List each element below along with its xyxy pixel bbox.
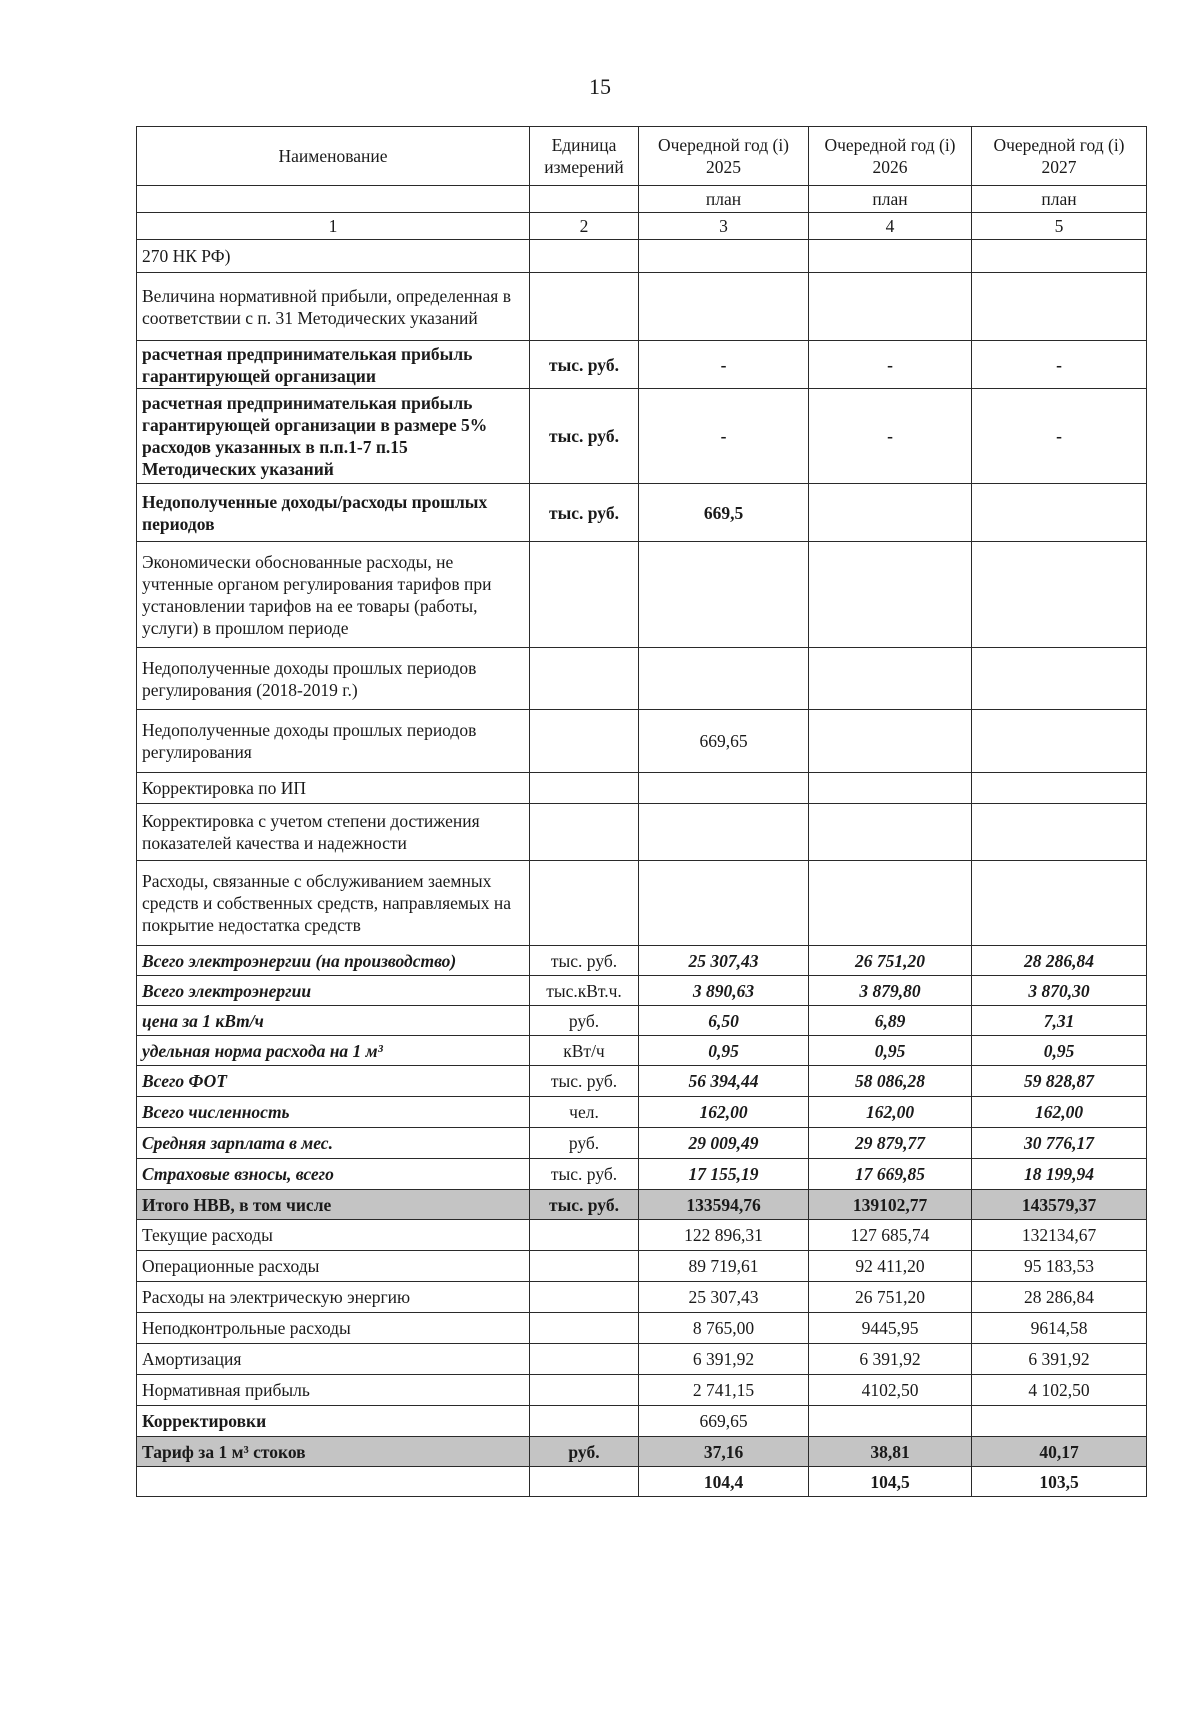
row-value-2026: 6 391,92 xyxy=(809,1344,972,1375)
row-unit xyxy=(530,1220,639,1251)
row-unit: тыс. руб. xyxy=(530,341,639,389)
row-value-2027: - xyxy=(972,341,1147,389)
header-unit: Единица измерений xyxy=(530,127,639,186)
row-value-2025: 6,50 xyxy=(639,1006,809,1036)
row-name: Недополученные доходы/расходы прошлых периодов xyxy=(137,484,530,542)
row-value-2025: - xyxy=(639,389,809,484)
row-value-2026 xyxy=(809,1406,972,1437)
row-value-2025: 669,65 xyxy=(639,710,809,773)
row-value-2027 xyxy=(972,773,1147,804)
row-unit xyxy=(530,542,639,648)
row-unit: кВт/ч xyxy=(530,1036,639,1066)
row-value-2026: 26 751,20 xyxy=(809,1282,972,1313)
row-unit xyxy=(530,240,639,273)
row-value-2027: 9614,58 xyxy=(972,1313,1147,1344)
row-unit: тыс. руб. xyxy=(530,484,639,542)
table-row xyxy=(137,1036,1147,1066)
row-value-2027: 40,17 xyxy=(972,1437,1147,1467)
table-row xyxy=(137,1375,1147,1406)
table-row xyxy=(137,1344,1147,1375)
row-value-2025: 17 155,19 xyxy=(639,1159,809,1190)
row-unit xyxy=(530,1313,639,1344)
row-name: Средняя зарплата в мес. xyxy=(137,1128,530,1159)
row-value-2026 xyxy=(809,542,972,648)
table-row xyxy=(137,1128,1147,1159)
row-value-2027: 103,5 xyxy=(972,1467,1147,1497)
table-row xyxy=(137,861,1147,946)
row-value-2027: 30 776,17 xyxy=(972,1128,1147,1159)
row-value-2026: 38,81 xyxy=(809,1437,972,1467)
row-value-2025: 3 890,63 xyxy=(639,976,809,1006)
row-value-2025: 89 719,61 xyxy=(639,1251,809,1282)
row-value-2025 xyxy=(639,861,809,946)
row-unit: тыс.кВт.ч. xyxy=(530,976,639,1006)
row-unit: тыс. руб. xyxy=(530,389,639,484)
row-name: Нормативная прибыль xyxy=(137,1375,530,1406)
row-name: Корректировка с учетом степени достижения показателей качества и надежности xyxy=(137,804,530,861)
row-value-2026 xyxy=(809,273,972,341)
row-value-2025: 6 391,92 xyxy=(639,1344,809,1375)
row-unit xyxy=(530,648,639,710)
table-row xyxy=(137,542,1147,648)
row-value-2027 xyxy=(972,804,1147,861)
row-name: Амортизация xyxy=(137,1344,530,1375)
row-value-2027: 6 391,92 xyxy=(972,1344,1147,1375)
row-value-2026 xyxy=(809,648,972,710)
row-value-2025 xyxy=(639,542,809,648)
header-year-2025: Очередной год (i) 2025 xyxy=(639,127,809,186)
row-value-2026 xyxy=(809,484,972,542)
row-value-2027: 4 102,50 xyxy=(972,1375,1147,1406)
row-value-2025: 37,16 xyxy=(639,1437,809,1467)
row-unit xyxy=(530,1344,639,1375)
table-row xyxy=(137,710,1147,773)
row-value-2025 xyxy=(639,240,809,273)
row-value-2026 xyxy=(809,861,972,946)
row-value-2026: 26 751,20 xyxy=(809,946,972,976)
row-value-2027: 95 183,53 xyxy=(972,1251,1147,1282)
row-value-2026: 9445,95 xyxy=(809,1313,972,1344)
row-value-2026: 139102,77 xyxy=(809,1190,972,1220)
row-value-2025: 25 307,43 xyxy=(639,946,809,976)
row-name: Расходы, связанные с обслуживанием заемных средств и собственных средств, направляемых на покрытие недостатка средств xyxy=(137,861,530,946)
table-row xyxy=(137,240,1147,273)
row-unit: руб. xyxy=(530,1128,639,1159)
row-value-2027 xyxy=(972,1406,1147,1437)
col-number-3: 3 xyxy=(639,213,809,240)
row-value-2027 xyxy=(972,861,1147,946)
row-value-2025: 0,95 xyxy=(639,1036,809,1066)
row-value-2025: 162,00 xyxy=(639,1097,809,1128)
table-row xyxy=(137,484,1147,542)
row-value-2026: 0,95 xyxy=(809,1036,972,1066)
row-value-2025: 29 009,49 xyxy=(639,1128,809,1159)
row-name xyxy=(137,1467,530,1497)
row-value-2025: - xyxy=(639,341,809,389)
row-name: Всего электроэнергии (на производство) xyxy=(137,946,530,976)
row-name: Тариф за 1 м³ стоков xyxy=(137,1437,530,1467)
row-unit xyxy=(530,861,639,946)
row-value-2027 xyxy=(972,542,1147,648)
table-row xyxy=(137,1066,1147,1097)
tariff-row xyxy=(137,1437,1147,1467)
row-value-2025: 25 307,43 xyxy=(639,1282,809,1313)
row-value-2025: 669,65 xyxy=(639,1406,809,1437)
table-row xyxy=(137,1097,1147,1128)
table-row xyxy=(137,273,1147,341)
row-value-2026 xyxy=(809,773,972,804)
row-value-2027: 3 870,30 xyxy=(972,976,1147,1006)
row-value-2026: 3 879,80 xyxy=(809,976,972,1006)
row-value-2025: 8 765,00 xyxy=(639,1313,809,1344)
plan-empty-unit xyxy=(530,186,639,213)
row-value-2026: 104,5 xyxy=(809,1467,972,1497)
row-value-2027: 59 828,87 xyxy=(972,1066,1147,1097)
plan-2027: план xyxy=(972,186,1147,213)
row-name: Страховые взносы, всего xyxy=(137,1159,530,1190)
row-value-2025: 133594,76 xyxy=(639,1190,809,1220)
growth-row xyxy=(137,1467,1147,1497)
row-value-2025 xyxy=(639,804,809,861)
tariff-table xyxy=(136,126,1147,1497)
table-row xyxy=(137,389,1147,484)
row-value-2027 xyxy=(972,484,1147,542)
row-unit xyxy=(530,1282,639,1313)
row-value-2026: 92 411,20 xyxy=(809,1251,972,1282)
page-number: 15 xyxy=(589,74,611,99)
row-name: Всего ФОТ xyxy=(137,1066,530,1097)
row-value-2026: 29 879,77 xyxy=(809,1128,972,1159)
column-number-row xyxy=(137,213,1147,240)
row-value-2027 xyxy=(972,240,1147,273)
row-name: удельная норма расхода на 1 м³ xyxy=(137,1036,530,1066)
row-name: расчетная предпринимателькая прибыль гарантирующей организации xyxy=(137,341,530,389)
row-value-2025: 56 394,44 xyxy=(639,1066,809,1097)
row-name: Величина нормативной прибыли, определенная в соответствии с п. 31 Методических указаний xyxy=(137,273,530,341)
row-unit: чел. xyxy=(530,1097,639,1128)
header-name: Наименование xyxy=(137,127,530,186)
row-unit: тыс. руб. xyxy=(530,946,639,976)
row-value-2025: 104,4 xyxy=(639,1467,809,1497)
row-value-2027: 18 199,94 xyxy=(972,1159,1147,1190)
table-row xyxy=(137,773,1147,804)
row-unit xyxy=(530,1251,639,1282)
row-name: Корректировка по ИП xyxy=(137,773,530,804)
row-value-2026 xyxy=(809,240,972,273)
row-value-2025: 2 741,15 xyxy=(639,1375,809,1406)
row-unit xyxy=(530,1375,639,1406)
header-year-2026: Очередной год (i) 2026 xyxy=(809,127,972,186)
row-value-2026: 6,89 xyxy=(809,1006,972,1036)
row-value-2025 xyxy=(639,273,809,341)
row-value-2026: 4102,50 xyxy=(809,1375,972,1406)
col-number-2: 2 xyxy=(530,213,639,240)
col-number-5: 5 xyxy=(972,213,1147,240)
row-value-2026: - xyxy=(809,389,972,484)
row-unit xyxy=(530,710,639,773)
row-name: Всего численность xyxy=(137,1097,530,1128)
col-number-1: 1 xyxy=(137,213,530,240)
row-value-2027: 0,95 xyxy=(972,1036,1147,1066)
row-value-2026 xyxy=(809,804,972,861)
row-value-2027 xyxy=(972,648,1147,710)
table-row xyxy=(137,1159,1147,1190)
row-value-2026 xyxy=(809,710,972,773)
row-name: Операционные расходы xyxy=(137,1251,530,1282)
row-value-2027: 143579,37 xyxy=(972,1190,1147,1220)
row-value-2027: - xyxy=(972,389,1147,484)
row-name: расчетная предпринимателькая прибыль гарантирующей организации в размере 5% расходов указанных в п.п.1-7 п.15 Методических указаний xyxy=(137,389,530,484)
row-name: цена за 1 кВт/ч xyxy=(137,1006,530,1036)
row-name: Итого НВВ, в том числе xyxy=(137,1190,530,1220)
row-value-2025 xyxy=(639,648,809,710)
row-value-2025 xyxy=(639,773,809,804)
row-value-2026: 162,00 xyxy=(809,1097,972,1128)
row-value-2025: 669,5 xyxy=(639,484,809,542)
row-value-2026: - xyxy=(809,341,972,389)
row-name: Всего электроэнергии xyxy=(137,976,530,1006)
row-value-2025: 122 896,31 xyxy=(639,1220,809,1251)
row-value-2026: 17 669,85 xyxy=(809,1159,972,1190)
row-name: 270 НК РФ) xyxy=(137,240,530,273)
row-unit xyxy=(530,773,639,804)
row-value-2026: 58 086,28 xyxy=(809,1066,972,1097)
row-value-2027 xyxy=(972,273,1147,341)
row-unit xyxy=(530,804,639,861)
row-value-2027 xyxy=(972,710,1147,773)
table-row xyxy=(137,1282,1147,1313)
total-row xyxy=(137,1190,1147,1220)
table-row xyxy=(137,341,1147,389)
row-unit xyxy=(530,1406,639,1437)
plan-2026: план xyxy=(809,186,972,213)
row-unit: тыс. руб. xyxy=(530,1066,639,1097)
row-value-2027: 162,00 xyxy=(972,1097,1147,1128)
row-name: Недополученные доходы прошлых периодов регулирования xyxy=(137,710,530,773)
row-value-2027: 7,31 xyxy=(972,1006,1147,1036)
table-row xyxy=(137,1251,1147,1282)
row-value-2027: 28 286,84 xyxy=(972,1282,1147,1313)
row-value-2027: 28 286,84 xyxy=(972,946,1147,976)
row-name: Корректировки xyxy=(137,1406,530,1437)
table-row xyxy=(137,946,1147,976)
row-unit: руб. xyxy=(530,1006,639,1036)
row-value-2027: 132134,67 xyxy=(972,1220,1147,1251)
table-row xyxy=(137,1406,1147,1437)
row-name: Недополученные доходы прошлых периодов регулирования (2018-2019 г.) xyxy=(137,648,530,710)
plan-row xyxy=(137,186,1147,213)
header-year-2027: Очередной год (i) 2027 xyxy=(972,127,1147,186)
row-name: Неподконтрольные расходы xyxy=(137,1313,530,1344)
row-unit: тыс. руб. xyxy=(530,1190,639,1220)
row-unit xyxy=(530,1467,639,1497)
header-row xyxy=(137,127,1147,186)
table-row xyxy=(137,648,1147,710)
row-unit xyxy=(530,273,639,341)
row-unit: руб. xyxy=(530,1437,639,1467)
plan-2025: план xyxy=(639,186,809,213)
row-value-2026: 127 685,74 xyxy=(809,1220,972,1251)
table-row xyxy=(137,976,1147,1006)
table-row xyxy=(137,1220,1147,1251)
table-row xyxy=(137,1006,1147,1036)
row-name: Расходы на электрическую энергию xyxy=(137,1282,530,1313)
row-unit: тыс. руб. xyxy=(530,1159,639,1190)
plan-empty-name xyxy=(137,186,530,213)
table-row xyxy=(137,804,1147,861)
col-number-4: 4 xyxy=(809,213,972,240)
table-row xyxy=(137,1313,1147,1344)
row-name: Экономически обоснованные расходы, не учтенные органом регулирования тарифов при установлении тарифов на ее товары (работы, услуги) в прошлом периоде xyxy=(137,542,530,648)
row-name: Текущие расходы xyxy=(137,1220,530,1251)
